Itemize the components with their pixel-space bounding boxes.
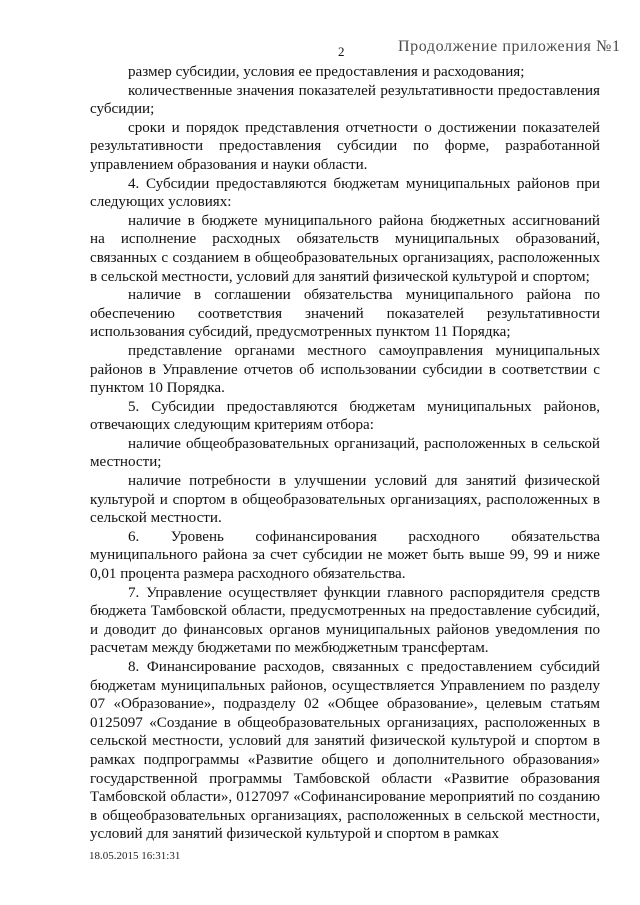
- paragraph: размер субсидии, условия ее предоставления и расходования;: [128, 64, 525, 80]
- paragraph: наличие потребности в улучшении условий для занятий физической культурой и спортом в общеобразовательных организациях, расположенных в сельской местности.: [90, 473, 600, 527]
- paragraph: количественные значения показателей результативности предоставления субсидии;: [90, 82, 600, 118]
- paragraph: 5. Субсидии предоставляются бюджетам муниципальных районов, отвечающих следующим критериям отбора:: [90, 398, 600, 434]
- paragraph: 6. Уровень софинансирования расходного обязательства муниципального района за счет субсидии не может быть выше 99, 99 и ниже 0,01 процента размера расходного обязательства.: [90, 528, 600, 583]
- paragraph: наличие в соглашении обязательства муниципального района по обеспечению соответствия значений показателей результативности использования субсидий, предусмотренных пунктом 11 Порядка;: [90, 287, 600, 341]
- paragraph: наличие в бюджете муниципального района бюджетных ассигнований на исполнение расходных обязательств муниципальных образований, связанных с созданием в общеобразовательных организациях, расположенных в сельской местности, условий для занятий физической культурой и спортом;: [90, 212, 600, 285]
- paragraph: 7. Управление осуществляет функции главного распорядителя средств бюджета Тамбовской области, предусмотренных на предоставление субсидий, и доводит до финансовых органов муниципальных районов уведомления по расчетам между бюджетами по межбюджетным трансфертам.: [90, 584, 600, 657]
- paragraph: 8. Финансирование расходов, связанных с предоставлением субсидий бюджетам муниципальных районов, осуществляется Управлением по разделу 07 «Образование», подразделу 02 «Общее образование», целевым статьям 0125097 «Создание в общеобразовательных организациях, расположенных в сельской местности, условий для занятий физической культурой и спортом в рамках подпрограммы «Развитие общего и дополнительного образования» государственной программы Тамбовской области «Развитие образования Тамбовской области», 0127097 «Софинансирование мероприятий по созданию в общеобразовательных организациях, расположенных в сельской местности, условий для занятий физической культурой и спортом в рамках: [90, 659, 600, 843]
- document-body: [90, 63, 600, 844]
- paragraph: 4. Субсидии предоставляются бюджетам муниципальных районов при следующих условиях:: [90, 175, 600, 211]
- appendix-continuation-note: Продолжение приложения №1: [398, 38, 621, 55]
- paragraph: сроки и порядок представления отчетности о достижении показателей результативности предоставления субсидии по форме, разработанной управлением образования и науки области.: [90, 119, 600, 173]
- print-timestamp: 18.05.2015 16:31:31: [89, 850, 181, 862]
- paragraph: представление органами местного самоуправления муниципальных районов в Управление отчетов об использовании субсидии в соответствии с пунктом 10 Порядка.: [90, 342, 600, 397]
- page-number: 2: [338, 44, 345, 59]
- paragraph: наличие общеобразовательных организаций, расположенных в сельской местности;: [90, 435, 600, 471]
